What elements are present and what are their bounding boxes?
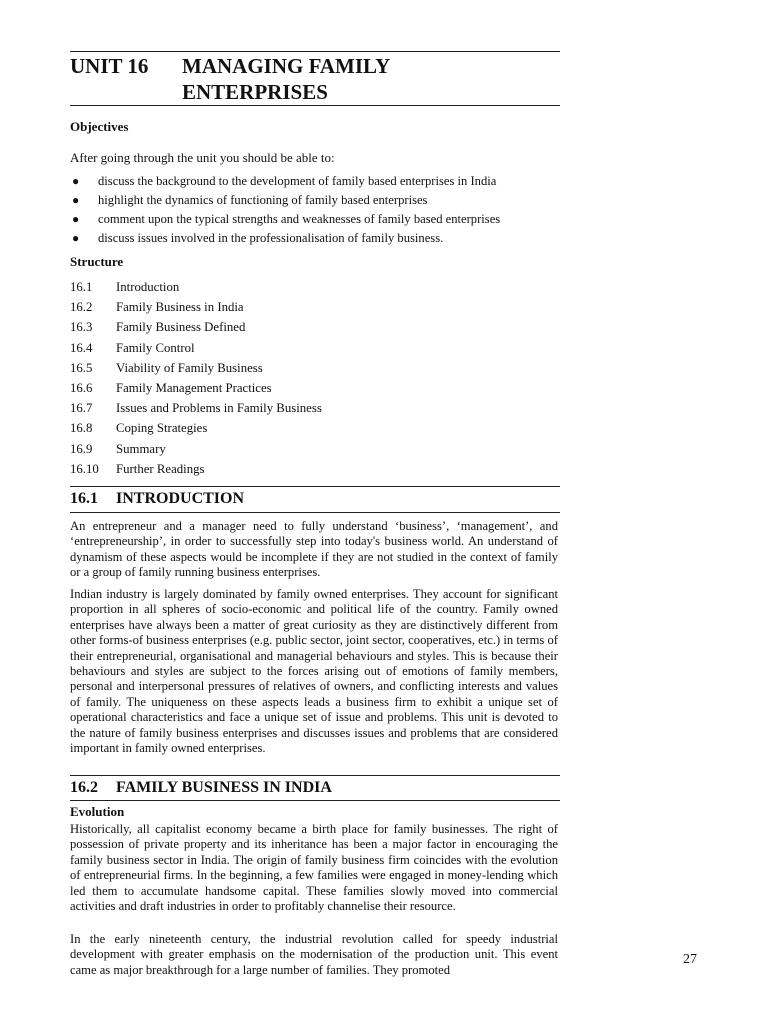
structure-item: 16.3 Family Business Defined [70,320,246,335]
section-1-title: INTRODUCTION [116,490,245,507]
bullet-icon: ● [72,174,80,188]
unit-number: UNIT 16 [70,54,149,78]
evolution-subheading: Evolution [70,804,125,819]
bullet-icon: ● [72,231,80,245]
section-1-heading [70,489,244,509]
bullet-icon: ● [72,193,80,207]
bullet-icon: ● [72,212,80,226]
objectives-heading: Objectives [70,119,129,134]
section-2-heading [70,778,332,798]
objective-item: ● highlight the dynamics of functioning of family based enterprises [70,191,560,210]
section-2-title: FAMILY BUSINESS IN INDIA [116,779,332,796]
section-1-number: 16.1 [70,490,98,507]
structure-item: 16.1 Introduction [70,280,180,294]
section-2-bottom-rule [70,800,560,801]
section-1-top-rule [70,486,560,487]
objectives-intro: After going through the unit you should be able to: [70,150,335,165]
structure-list [70,277,560,479]
section-1-bottom-rule [70,512,560,513]
objective-item: ● comment upon the typical strengths and weaknesses of family based enterprises [70,210,560,229]
structure-item: 16.4 Family Control [70,340,195,355]
section-2-top-rule [70,775,560,776]
intro-paragraph-1: An entrepreneur and a manager need to fully understand ‘business’, ‘management’, and ‘entrepreneurship’, in order to successfully step into today's business world. An understand of dynamism of these aspects would be incomplete if they are not studied in the context of family or a group of family running business enterprises. [70,519,558,580]
objective-item: ● discuss issues involved in the professionalisation of family business. [70,229,560,248]
title-bottom-rule [70,105,560,106]
structure-item: 16.8 Coping Strategies [70,421,208,436]
structure-item: 16.5 Viability of Family Business [70,360,263,375]
structure-item: 16.7 Issues and Problems in Family Business [70,401,322,416]
top-rule [70,51,560,52]
structure-item: 16.10 Further Readings [70,461,205,476]
structure-item: 16.2 Family Business in India [70,300,244,315]
evolution-paragraph-2: In the early nineteenth century, the industrial revolution called for speedy industrial development with greater emphasis on the modernisation of the production unit. This event came as major breakthrough for a large number of families. They promoted [70,932,558,977]
structure-heading: Structure [70,254,124,269]
unit-title-line-1: MANAGING FAMILY [182,54,391,78]
unit-title [182,53,542,105]
evolution-paragraph-1: Historically, all capitalist economy became a birth place for family businesses. The right of possession of private property and its inheritance has been a major factor in encouraging the family business sector in India. The origin of family business firm coincides with the evolution of entrepreneurial firms. In the beginning, a few families were engaged in money-lending which led them to accumulate handsome capital. These families slowly moved into commercial activities and draft industries in order to profitably channelise their resource. [70,822,558,914]
page-number: 27 [683,952,697,967]
objective-item: ● discuss the background to the development of family based enterprises in India [70,172,560,191]
intro-paragraph-2: Indian industry is largely dominated by family owned enterprises. They account for significant proportion in all spheres of socio-economic and political life of the country. Family owned enterprises have always been a matter of great curiosity as they are distinctively different from other forms-of business enterprises (e.g. public sector, joint sector, cooperatives, etc.) in terms of their entrepreneurial, organisational and managerial behaviours and styles. This is because their behaviours and styles are subject to the forces arising out of emotions of family members, personal and interpersonal pressures of relatives of owners, and conflicting interests and values of family. The uniqueness on these aspects leads a business firm to exhibit a unique set of operational characteristics and face a unique set of issue and problems. This unit is devoted to the nature of family business enterprises and discusses issues and problems that are considered important in family owned enterprises. [70,587,558,756]
structure-item: 16.9 Summary [70,441,166,456]
objectives-list [70,172,560,248]
structure-item: 16.6 Family Management Practices [70,380,272,395]
unit-title-line-2: ENTERPRISES [182,80,328,104]
section-2-number: 16.2 [70,779,98,796]
